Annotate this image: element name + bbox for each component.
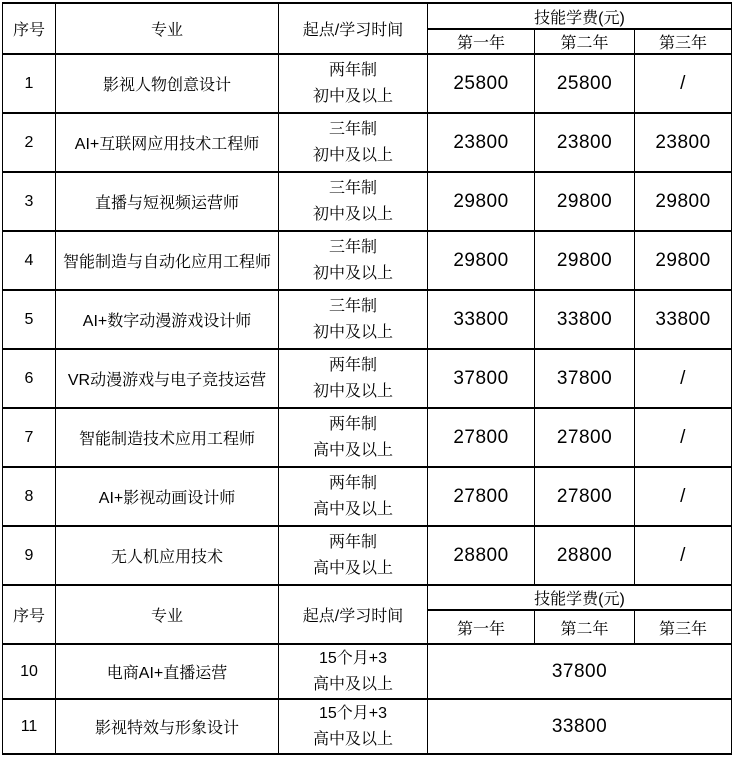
schedule-cell [279,467,428,526]
schedule-cell [279,408,428,467]
serial-cell: 9 [3,526,56,585]
fee-year1-cell: 29800 [428,172,535,231]
fee-year2-cell: 29800 [535,231,635,290]
fee-year2-cell: 37800 [535,349,635,408]
fee-year1-cell: 33800 [428,290,535,349]
fee-year2-cell: 23800 [535,113,635,172]
schedule-cell [279,54,428,113]
schedule-cell [279,349,428,408]
fee-year3-cell: / [635,526,732,585]
major-cell: AI+影视动画设计师 [56,467,279,526]
entry-text: 初中及以上 [312,87,393,105]
header-fee-group: 技能学费(元) [428,3,732,29]
header-year-1: 第一年 [428,29,535,54]
duration-text: 两年制 [328,474,377,492]
schedule-cell [279,290,428,349]
fee-year1-cell: 23800 [428,113,535,172]
header-major-repeat: 专业 [56,585,279,644]
fee-year3-cell: 33800 [635,290,732,349]
major-cell: AI+数字动漫游戏设计师 [56,290,279,349]
fee-year2-cell: 27800 [535,467,635,526]
schedule-cell [279,526,428,585]
entry-text: 初中及以上 [312,146,393,164]
major-cell: 智能制造技术应用工程师 [56,408,279,467]
serial-cell: 10 [3,644,56,699]
table-row [3,290,732,349]
fee-year1-cell: 28800 [428,526,535,585]
fee-year2-cell: 33800 [535,290,635,349]
major-cell: 无人机应用技术 [56,526,279,585]
fee-year3-cell: 29800 [635,172,732,231]
entry-text: 高中及以上 [312,559,393,577]
serial-cell: 3 [3,172,56,231]
fee-year1-cell: 25800 [428,54,535,113]
entry-text: 高中及以上 [312,675,393,693]
entry-text: 初中及以上 [312,382,393,400]
major-cell: 影视人物创意设计 [56,54,279,113]
table-row [3,231,732,290]
fee-year1-cell: 27800 [428,408,535,467]
table-row [3,349,732,408]
tuition-table [2,2,732,755]
header-year-2-repeat: 第二年 [535,610,635,644]
serial-cell: 2 [3,113,56,172]
schedule-cell [279,699,428,754]
fee-year2-cell: 25800 [535,54,635,113]
entry-text: 初中及以上 [312,323,393,341]
serial-cell: 11 [3,699,56,754]
duration-text: 三年制 [328,179,377,197]
header-schedule-repeat: 起点/学习时间 [279,585,428,644]
duration-text: 两年制 [328,61,377,79]
duration-text: 三年制 [328,120,377,138]
fee-year1-cell: 29800 [428,231,535,290]
fee-year1-cell: 37800 [428,349,535,408]
serial-cell: 7 [3,408,56,467]
header-major: 专业 [56,3,279,54]
fee-year3-cell: / [635,408,732,467]
table-row [3,644,732,699]
entry-text: 高中及以上 [312,500,393,518]
duration-text: 两年制 [328,356,377,374]
table-row [3,54,732,113]
header-serial: 序号 [3,3,56,54]
major-cell: 直播与短视频运营师 [56,172,279,231]
duration-text: 两年制 [328,533,377,551]
table-row [3,172,732,231]
header-schedule: 起点/学习时间 [279,3,428,54]
duration-text: 三年制 [328,238,377,256]
header-year-3-repeat: 第三年 [635,610,732,644]
table-row [3,467,732,526]
header-serial-repeat: 序号 [3,585,56,644]
major-cell: VR动漫游戏与电子竞技运营 [56,349,279,408]
major-cell: 影视特效与形象设计 [56,699,279,754]
schedule-cell [279,113,428,172]
entry-text: 初中及以上 [312,264,393,282]
entry-text: 高中及以上 [312,730,393,748]
fee-year2-cell: 29800 [535,172,635,231]
serial-cell: 6 [3,349,56,408]
fee-year1-cell: 27800 [428,467,535,526]
header-row-group-repeat [3,585,732,610]
fee-merged-cell: 37800 [428,644,732,699]
header-year-1-repeat: 第一年 [428,610,535,644]
fee-year3-cell: / [635,349,732,408]
header-fee-group-repeat: 技能学费(元) [428,585,732,610]
serial-cell: 5 [3,290,56,349]
serial-cell: 8 [3,467,56,526]
fee-year2-cell: 27800 [535,408,635,467]
schedule-cell [279,644,428,699]
table-row [3,699,732,754]
serial-cell: 1 [3,54,56,113]
entry-text: 初中及以上 [312,205,393,223]
fee-year3-cell: / [635,467,732,526]
major-cell: 电商AI+直播运营 [56,644,279,699]
header-year-2: 第二年 [535,29,635,54]
fee-year3-cell: 29800 [635,231,732,290]
schedule-cell [279,172,428,231]
fee-year3-cell: / [635,54,732,113]
fee-merged-cell: 33800 [428,699,732,754]
table-row [3,408,732,467]
table-row [3,526,732,585]
major-cell: 智能制造与自动化应用工程师 [56,231,279,290]
duration-text: 15个月+3 [318,704,388,722]
fee-year3-cell: 23800 [635,113,732,172]
fee-year2-cell: 28800 [535,526,635,585]
header-year-3: 第三年 [635,29,732,54]
schedule-cell [279,231,428,290]
major-cell: AI+互联网应用技术工程师 [56,113,279,172]
header-row-group [3,3,732,29]
duration-text: 15个月+3 [318,649,388,667]
serial-cell: 4 [3,231,56,290]
duration-text: 三年制 [328,297,377,315]
table-row [3,113,732,172]
entry-text: 高中及以上 [312,441,393,459]
duration-text: 两年制 [328,415,377,433]
